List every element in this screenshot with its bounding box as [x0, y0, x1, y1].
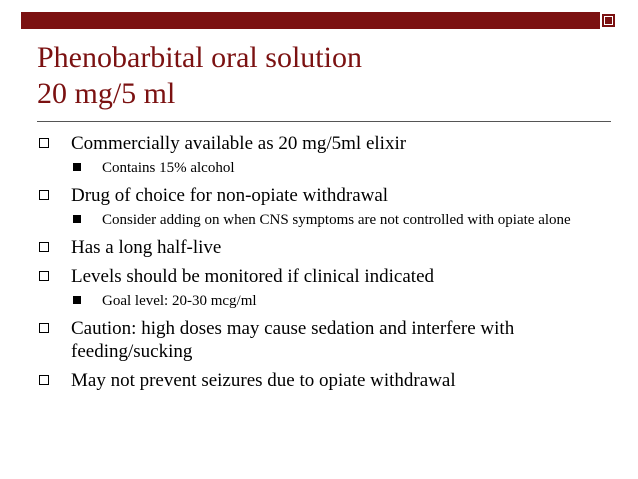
bullet-text: Drug of choice for non-opiate withdrawal: [71, 185, 389, 206]
bullet-text: Commercially available as 20 mg/5ml elixir: [71, 133, 407, 154]
bullet-list: [36, 126, 596, 392]
sub-bullet-text: Consider adding on when CNS symptoms are not controlled with opiate alone: [102, 212, 571, 228]
slide-title-line-2: 20 mg/5 ml: [37, 77, 176, 110]
title-divider: [37, 121, 611, 122]
bullet-item: [36, 132, 596, 155]
filled-square-bullet-icon: [73, 215, 81, 223]
filled-square-bullet-icon: [73, 296, 81, 304]
hollow-square-bullet-icon: [39, 190, 49, 200]
corner-box-decoration: [600, 12, 617, 29]
hollow-square-bullet-icon: [39, 138, 49, 148]
bullet-item: [36, 184, 596, 207]
hollow-square-bullet-icon: [39, 271, 49, 281]
hollow-square-bullet-icon: [39, 323, 49, 333]
bullet-item: [36, 236, 596, 259]
hollow-square-bullet-icon: [39, 242, 49, 252]
filled-square-bullet-icon: [73, 163, 81, 171]
bullet-text: Has a long half-live: [71, 237, 222, 258]
sub-bullet-text: Contains 15% alcohol: [102, 160, 235, 176]
bullet-text: Caution: high doses may cause sedation and interfere with feeding/sucking: [71, 318, 515, 362]
slide-title: [37, 40, 362, 112]
bullet-text: May not prevent seizures due to opiate withdrawal: [71, 370, 456, 391]
bullet-item: [36, 369, 596, 392]
slide-title-line-1: Phenobarbital oral solution: [37, 41, 362, 74]
bullet-item: [36, 317, 596, 363]
hollow-square-bullet-icon: [39, 375, 49, 385]
sub-bullet-item: [36, 211, 596, 230]
sub-bullet-item: [36, 292, 596, 311]
bullet-text: Levels should be monitored if clinical indicated: [71, 266, 435, 287]
sub-bullet-text: Goal level: 20-30 mcg/ml: [102, 293, 257, 309]
top-decorative-bar: [21, 12, 617, 29]
sub-bullet-item: [36, 159, 596, 178]
bullet-item: [36, 265, 596, 288]
corner-box-inner: [604, 16, 613, 25]
